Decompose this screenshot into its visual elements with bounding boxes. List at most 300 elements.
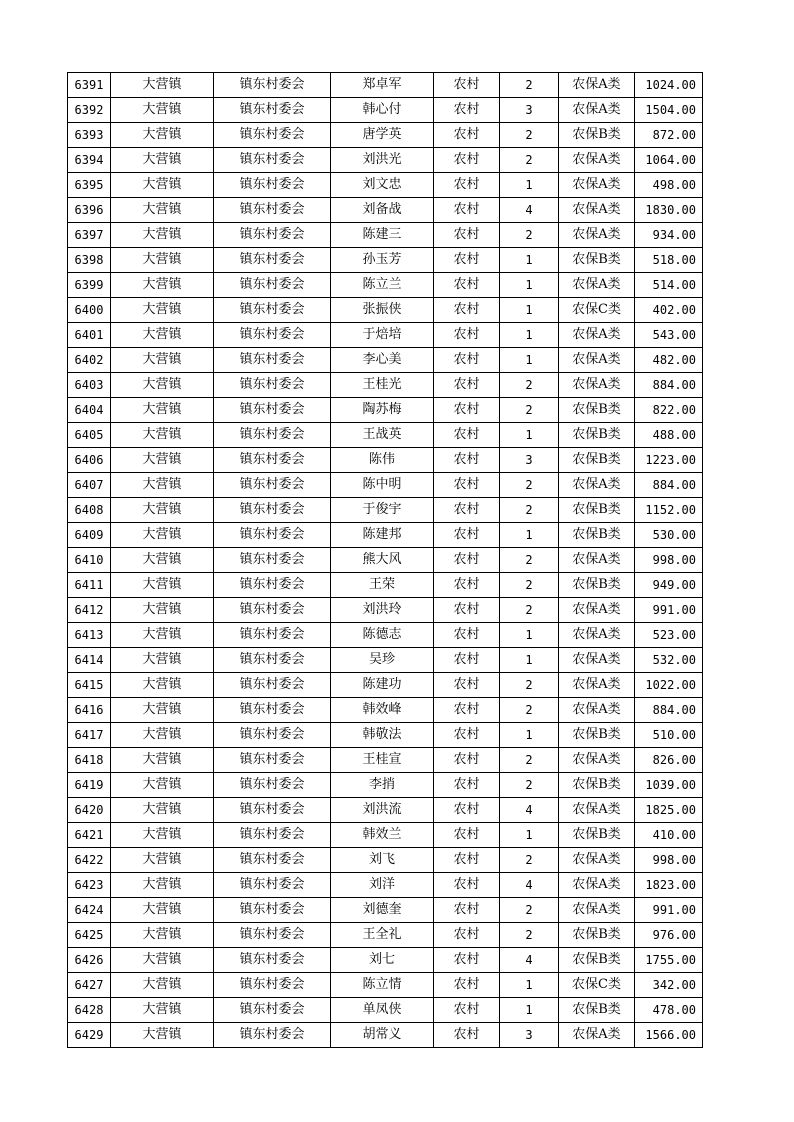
- residence-type-cell: 农村: [434, 273, 500, 298]
- village-committee-cell: 镇东村委会: [214, 998, 331, 1023]
- insurance-category-cell: 农保A类: [559, 173, 635, 198]
- insurance-category-cell: 农保A类: [559, 198, 635, 223]
- household-count-cell: 1: [500, 723, 559, 748]
- insurance-category-cell: 农保A类: [559, 623, 635, 648]
- insurance-category-cell: 农保B类: [559, 248, 635, 273]
- name-cell: 刘洋: [331, 873, 434, 898]
- residence-type-cell: 农村: [434, 473, 500, 498]
- village-committee-cell: 镇东村委会: [214, 323, 331, 348]
- amount-cell: 410.00: [635, 823, 703, 848]
- household-count-cell: 4: [500, 873, 559, 898]
- household-count-cell: 4: [500, 798, 559, 823]
- residence-type-cell: 农村: [434, 1023, 500, 1048]
- amount-cell: 523.00: [635, 623, 703, 648]
- insurance-category-cell: 农保A类: [559, 648, 635, 673]
- village-committee-cell: 镇东村委会: [214, 898, 331, 923]
- town-cell: 大营镇: [111, 223, 214, 248]
- row-number-cell: 6423: [68, 873, 111, 898]
- town-cell: 大营镇: [111, 923, 214, 948]
- row-number-cell: 6424: [68, 898, 111, 923]
- name-cell: 刘七: [331, 948, 434, 973]
- residence-type-cell: 农村: [434, 573, 500, 598]
- amount-cell: 1039.00: [635, 773, 703, 798]
- table-row: [68, 423, 703, 448]
- amount-cell: 1566.00: [635, 1023, 703, 1048]
- village-committee-cell: 镇东村委会: [214, 98, 331, 123]
- residence-type-cell: 农村: [434, 773, 500, 798]
- table-row: [68, 748, 703, 773]
- household-count-cell: 1: [500, 298, 559, 323]
- insurance-category-cell: 农保B类: [559, 498, 635, 523]
- town-cell: 大营镇: [111, 723, 214, 748]
- row-number-cell: 6401: [68, 323, 111, 348]
- town-cell: 大营镇: [111, 973, 214, 998]
- household-count-cell: 1: [500, 273, 559, 298]
- amount-cell: 1830.00: [635, 198, 703, 223]
- household-count-cell: 2: [500, 848, 559, 873]
- amount-cell: 482.00: [635, 348, 703, 373]
- residence-type-cell: 农村: [434, 198, 500, 223]
- household-count-cell: 3: [500, 98, 559, 123]
- table-row: [68, 473, 703, 498]
- town-cell: 大营镇: [111, 748, 214, 773]
- town-cell: 大营镇: [111, 873, 214, 898]
- insurance-category-cell: 农保B类: [559, 573, 635, 598]
- residence-type-cell: 农村: [434, 723, 500, 748]
- name-cell: 韩心付: [331, 98, 434, 123]
- residence-type-cell: 农村: [434, 923, 500, 948]
- village-committee-cell: 镇东村委会: [214, 73, 331, 98]
- amount-cell: 1024.00: [635, 73, 703, 98]
- town-cell: 大营镇: [111, 323, 214, 348]
- name-cell: 陈中明: [331, 473, 434, 498]
- village-committee-cell: 镇东村委会: [214, 823, 331, 848]
- row-number-cell: 6419: [68, 773, 111, 798]
- village-committee-cell: 镇东村委会: [214, 773, 331, 798]
- row-number-cell: 6416: [68, 698, 111, 723]
- name-cell: 李捎: [331, 773, 434, 798]
- village-committee-cell: 镇东村委会: [214, 398, 331, 423]
- row-number-cell: 6426: [68, 948, 111, 973]
- village-committee-cell: 镇东村委会: [214, 523, 331, 548]
- residence-type-cell: 农村: [434, 373, 500, 398]
- village-committee-cell: 镇东村委会: [214, 123, 331, 148]
- town-cell: 大营镇: [111, 623, 214, 648]
- row-number-cell: 6399: [68, 273, 111, 298]
- residence-type-cell: 农村: [434, 448, 500, 473]
- household-count-cell: 2: [500, 898, 559, 923]
- village-committee-cell: 镇东村委会: [214, 873, 331, 898]
- town-cell: 大营镇: [111, 73, 214, 98]
- residence-type-cell: 农村: [434, 598, 500, 623]
- table-row: [68, 1023, 703, 1048]
- insurance-category-cell: 农保B类: [559, 398, 635, 423]
- table-row: [68, 823, 703, 848]
- household-count-cell: 1: [500, 623, 559, 648]
- table-row: [68, 923, 703, 948]
- table-row: [68, 198, 703, 223]
- household-count-cell: 2: [500, 73, 559, 98]
- row-number-cell: 6428: [68, 998, 111, 1023]
- village-committee-cell: 镇东村委会: [214, 423, 331, 448]
- row-number-cell: 6407: [68, 473, 111, 498]
- residence-type-cell: 农村: [434, 548, 500, 573]
- name-cell: 胡常义: [331, 1023, 434, 1048]
- amount-cell: 488.00: [635, 423, 703, 448]
- town-cell: 大营镇: [111, 548, 214, 573]
- table-row: [68, 848, 703, 873]
- row-number-cell: 6421: [68, 823, 111, 848]
- town-cell: 大营镇: [111, 648, 214, 673]
- village-committee-cell: 镇东村委会: [214, 548, 331, 573]
- town-cell: 大营镇: [111, 573, 214, 598]
- name-cell: 王桂光: [331, 373, 434, 398]
- town-cell: 大营镇: [111, 173, 214, 198]
- row-number-cell: 6427: [68, 973, 111, 998]
- row-number-cell: 6406: [68, 448, 111, 473]
- name-cell: 吴珍: [331, 648, 434, 673]
- amount-cell: 498.00: [635, 173, 703, 198]
- household-count-cell: 1: [500, 998, 559, 1023]
- name-cell: 刘文忠: [331, 173, 434, 198]
- village-committee-cell: 镇东村委会: [214, 448, 331, 473]
- residence-type-cell: 农村: [434, 998, 500, 1023]
- town-cell: 大营镇: [111, 823, 214, 848]
- table-row: [68, 598, 703, 623]
- residence-type-cell: 农村: [434, 848, 500, 873]
- village-committee-cell: 镇东村委会: [214, 723, 331, 748]
- insurance-category-cell: 农保A类: [559, 148, 635, 173]
- row-number-cell: 6413: [68, 623, 111, 648]
- household-count-cell: 1: [500, 173, 559, 198]
- name-cell: 刘洪光: [331, 148, 434, 173]
- village-committee-cell: 镇东村委会: [214, 623, 331, 648]
- town-cell: 大营镇: [111, 123, 214, 148]
- residence-type-cell: 农村: [434, 348, 500, 373]
- table-row: [68, 523, 703, 548]
- household-count-cell: 2: [500, 748, 559, 773]
- village-committee-cell: 镇东村委会: [214, 298, 331, 323]
- village-committee-cell: 镇东村委会: [214, 673, 331, 698]
- village-committee-cell: 镇东村委会: [214, 948, 331, 973]
- residence-type-cell: 农村: [434, 898, 500, 923]
- insurance-category-cell: 农保C类: [559, 973, 635, 998]
- household-count-cell: 1: [500, 973, 559, 998]
- table-row: [68, 323, 703, 348]
- amount-cell: 1823.00: [635, 873, 703, 898]
- village-committee-cell: 镇东村委会: [214, 573, 331, 598]
- table-row: [68, 798, 703, 823]
- amount-cell: 1064.00: [635, 148, 703, 173]
- amount-cell: 532.00: [635, 648, 703, 673]
- insurance-category-cell: 农保A类: [559, 698, 635, 723]
- household-count-cell: 2: [500, 473, 559, 498]
- household-count-cell: 2: [500, 223, 559, 248]
- household-count-cell: 2: [500, 398, 559, 423]
- residence-type-cell: 农村: [434, 973, 500, 998]
- village-committee-cell: 镇东村委会: [214, 373, 331, 398]
- town-cell: 大营镇: [111, 423, 214, 448]
- table-row: [68, 698, 703, 723]
- household-count-cell: 2: [500, 148, 559, 173]
- residence-type-cell: 农村: [434, 98, 500, 123]
- insurance-category-cell: 农保B类: [559, 723, 635, 748]
- amount-cell: 884.00: [635, 373, 703, 398]
- table-row: [68, 398, 703, 423]
- amount-cell: 518.00: [635, 248, 703, 273]
- name-cell: 陈建邦: [331, 523, 434, 548]
- row-number-cell: 6403: [68, 373, 111, 398]
- amount-cell: 998.00: [635, 848, 703, 873]
- insurance-category-cell: 农保A类: [559, 798, 635, 823]
- residence-type-cell: 农村: [434, 173, 500, 198]
- residence-type-cell: 农村: [434, 823, 500, 848]
- table-row: [68, 573, 703, 598]
- table-row: [68, 148, 703, 173]
- table-row: [68, 273, 703, 298]
- amount-cell: 822.00: [635, 398, 703, 423]
- name-cell: 熊大风: [331, 548, 434, 573]
- town-cell: 大营镇: [111, 1023, 214, 1048]
- residence-type-cell: 农村: [434, 73, 500, 98]
- table-row: [68, 873, 703, 898]
- table-row: [68, 223, 703, 248]
- household-count-cell: 2: [500, 123, 559, 148]
- village-committee-cell: 镇东村委会: [214, 648, 331, 673]
- table-row: [68, 673, 703, 698]
- insurance-category-cell: 农保A类: [559, 348, 635, 373]
- name-cell: 刘飞: [331, 848, 434, 873]
- amount-cell: 991.00: [635, 898, 703, 923]
- insurance-category-cell: 农保B类: [559, 523, 635, 548]
- table-row: [68, 773, 703, 798]
- name-cell: 于俊宇: [331, 498, 434, 523]
- name-cell: 于焙培: [331, 323, 434, 348]
- town-cell: 大营镇: [111, 898, 214, 923]
- village-committee-cell: 镇东村委会: [214, 248, 331, 273]
- name-cell: 韩效兰: [331, 823, 434, 848]
- table-row: [68, 298, 703, 323]
- household-count-cell: 4: [500, 198, 559, 223]
- town-cell: 大营镇: [111, 773, 214, 798]
- row-number-cell: 6394: [68, 148, 111, 173]
- village-committee-cell: 镇东村委会: [214, 348, 331, 373]
- residence-type-cell: 农村: [434, 623, 500, 648]
- residence-type-cell: 农村: [434, 398, 500, 423]
- amount-cell: 510.00: [635, 723, 703, 748]
- residence-type-cell: 农村: [434, 323, 500, 348]
- name-cell: 王荣: [331, 573, 434, 598]
- row-number-cell: 6405: [68, 423, 111, 448]
- insurance-category-cell: 农保B类: [559, 123, 635, 148]
- amount-cell: 884.00: [635, 698, 703, 723]
- town-cell: 大营镇: [111, 998, 214, 1023]
- amount-cell: 1022.00: [635, 673, 703, 698]
- amount-cell: 872.00: [635, 123, 703, 148]
- table-row: [68, 73, 703, 98]
- village-committee-cell: 镇东村委会: [214, 173, 331, 198]
- town-cell: 大营镇: [111, 598, 214, 623]
- table-row: [68, 648, 703, 673]
- amount-cell: 402.00: [635, 298, 703, 323]
- table-row: [68, 448, 703, 473]
- amount-cell: 991.00: [635, 598, 703, 623]
- household-count-cell: 2: [500, 598, 559, 623]
- row-number-cell: 6415: [68, 673, 111, 698]
- residence-type-cell: 农村: [434, 798, 500, 823]
- name-cell: 刘德奎: [331, 898, 434, 923]
- row-number-cell: 6420: [68, 798, 111, 823]
- amount-cell: 514.00: [635, 273, 703, 298]
- village-committee-cell: 镇东村委会: [214, 498, 331, 523]
- insurance-category-cell: 农保A类: [559, 223, 635, 248]
- row-number-cell: 6429: [68, 1023, 111, 1048]
- household-count-cell: 1: [500, 423, 559, 448]
- insurance-category-cell: 农保A类: [559, 1023, 635, 1048]
- town-cell: 大营镇: [111, 148, 214, 173]
- village-committee-cell: 镇东村委会: [214, 198, 331, 223]
- row-number-cell: 6392: [68, 98, 111, 123]
- insurance-category-cell: 农保A类: [559, 748, 635, 773]
- insurance-category-cell: 农保C类: [559, 298, 635, 323]
- town-cell: 大营镇: [111, 498, 214, 523]
- household-count-cell: 2: [500, 923, 559, 948]
- row-number-cell: 6400: [68, 298, 111, 323]
- table-row: [68, 898, 703, 923]
- table-row: [68, 548, 703, 573]
- household-count-cell: 2: [500, 548, 559, 573]
- household-count-cell: 2: [500, 573, 559, 598]
- town-cell: 大营镇: [111, 248, 214, 273]
- name-cell: 韩效峰: [331, 698, 434, 723]
- insurance-category-cell: 农保B类: [559, 773, 635, 798]
- name-cell: 张振侠: [331, 298, 434, 323]
- household-count-cell: 2: [500, 498, 559, 523]
- town-cell: 大营镇: [111, 273, 214, 298]
- name-cell: 单凤侠: [331, 998, 434, 1023]
- row-number-cell: 6411: [68, 573, 111, 598]
- household-count-cell: 2: [500, 673, 559, 698]
- row-number-cell: 6391: [68, 73, 111, 98]
- row-number-cell: 6409: [68, 523, 111, 548]
- table-row: [68, 123, 703, 148]
- table-row: [68, 373, 703, 398]
- amount-cell: 934.00: [635, 223, 703, 248]
- name-cell: 王战英: [331, 423, 434, 448]
- row-number-cell: 6398: [68, 248, 111, 273]
- residence-type-cell: 农村: [434, 223, 500, 248]
- village-committee-cell: 镇东村委会: [214, 798, 331, 823]
- name-cell: 陈德志: [331, 623, 434, 648]
- household-count-cell: 2: [500, 373, 559, 398]
- row-number-cell: 6404: [68, 398, 111, 423]
- village-committee-cell: 镇东村委会: [214, 698, 331, 723]
- table-body: [68, 73, 703, 1048]
- village-committee-cell: 镇东村委会: [214, 923, 331, 948]
- table-row: [68, 248, 703, 273]
- amount-cell: 949.00: [635, 573, 703, 598]
- name-cell: 李心美: [331, 348, 434, 373]
- residence-type-cell: 农村: [434, 948, 500, 973]
- residence-type-cell: 农村: [434, 248, 500, 273]
- town-cell: 大营镇: [111, 473, 214, 498]
- amount-cell: 1152.00: [635, 498, 703, 523]
- amount-cell: 478.00: [635, 998, 703, 1023]
- residence-type-cell: 农村: [434, 873, 500, 898]
- household-count-cell: 2: [500, 698, 559, 723]
- name-cell: 陈伟: [331, 448, 434, 473]
- residence-type-cell: 农村: [434, 123, 500, 148]
- town-cell: 大营镇: [111, 948, 214, 973]
- amount-cell: 1825.00: [635, 798, 703, 823]
- name-cell: 王桂宣: [331, 748, 434, 773]
- row-number-cell: 6397: [68, 223, 111, 248]
- name-cell: 陈建功: [331, 673, 434, 698]
- town-cell: 大营镇: [111, 348, 214, 373]
- residence-type-cell: 农村: [434, 673, 500, 698]
- amount-cell: 543.00: [635, 323, 703, 348]
- table-row: [68, 348, 703, 373]
- table-row: [68, 973, 703, 998]
- village-committee-cell: 镇东村委会: [214, 148, 331, 173]
- household-count-cell: 1: [500, 823, 559, 848]
- insurance-category-cell: 农保A类: [559, 323, 635, 348]
- amount-cell: 998.00: [635, 548, 703, 573]
- name-cell: 孙玉芳: [331, 248, 434, 273]
- insurance-category-cell: 农保B类: [559, 923, 635, 948]
- table-row: [68, 948, 703, 973]
- town-cell: 大营镇: [111, 698, 214, 723]
- row-number-cell: 6395: [68, 173, 111, 198]
- village-committee-cell: 镇东村委会: [214, 1023, 331, 1048]
- household-count-cell: 4: [500, 948, 559, 973]
- row-number-cell: 6418: [68, 748, 111, 773]
- household-count-cell: 1: [500, 348, 559, 373]
- name-cell: 陶苏梅: [331, 398, 434, 423]
- insurance-category-cell: 农保B类: [559, 823, 635, 848]
- table-row: [68, 723, 703, 748]
- amount-cell: 884.00: [635, 473, 703, 498]
- residence-type-cell: 农村: [434, 298, 500, 323]
- table-row: [68, 98, 703, 123]
- household-count-cell: 1: [500, 323, 559, 348]
- amount-cell: 530.00: [635, 523, 703, 548]
- amount-cell: 1223.00: [635, 448, 703, 473]
- town-cell: 大营镇: [111, 198, 214, 223]
- village-committee-cell: 镇东村委会: [214, 748, 331, 773]
- table-row: [68, 498, 703, 523]
- insurance-category-cell: 农保A类: [559, 898, 635, 923]
- insurance-category-cell: 农保B类: [559, 998, 635, 1023]
- village-committee-cell: 镇东村委会: [214, 848, 331, 873]
- town-cell: 大营镇: [111, 673, 214, 698]
- residence-type-cell: 农村: [434, 148, 500, 173]
- amount-cell: 1755.00: [635, 948, 703, 973]
- insurance-category-cell: 农保A类: [559, 848, 635, 873]
- insurance-category-cell: 农保A类: [559, 73, 635, 98]
- name-cell: 刘洪流: [331, 798, 434, 823]
- residence-type-cell: 农村: [434, 648, 500, 673]
- household-count-cell: 1: [500, 648, 559, 673]
- name-cell: 唐学英: [331, 123, 434, 148]
- village-committee-cell: 镇东村委会: [214, 223, 331, 248]
- row-number-cell: 6402: [68, 348, 111, 373]
- residence-type-cell: 农村: [434, 748, 500, 773]
- row-number-cell: 6417: [68, 723, 111, 748]
- row-number-cell: 6396: [68, 198, 111, 223]
- row-number-cell: 6410: [68, 548, 111, 573]
- insurance-category-cell: 农保A类: [559, 473, 635, 498]
